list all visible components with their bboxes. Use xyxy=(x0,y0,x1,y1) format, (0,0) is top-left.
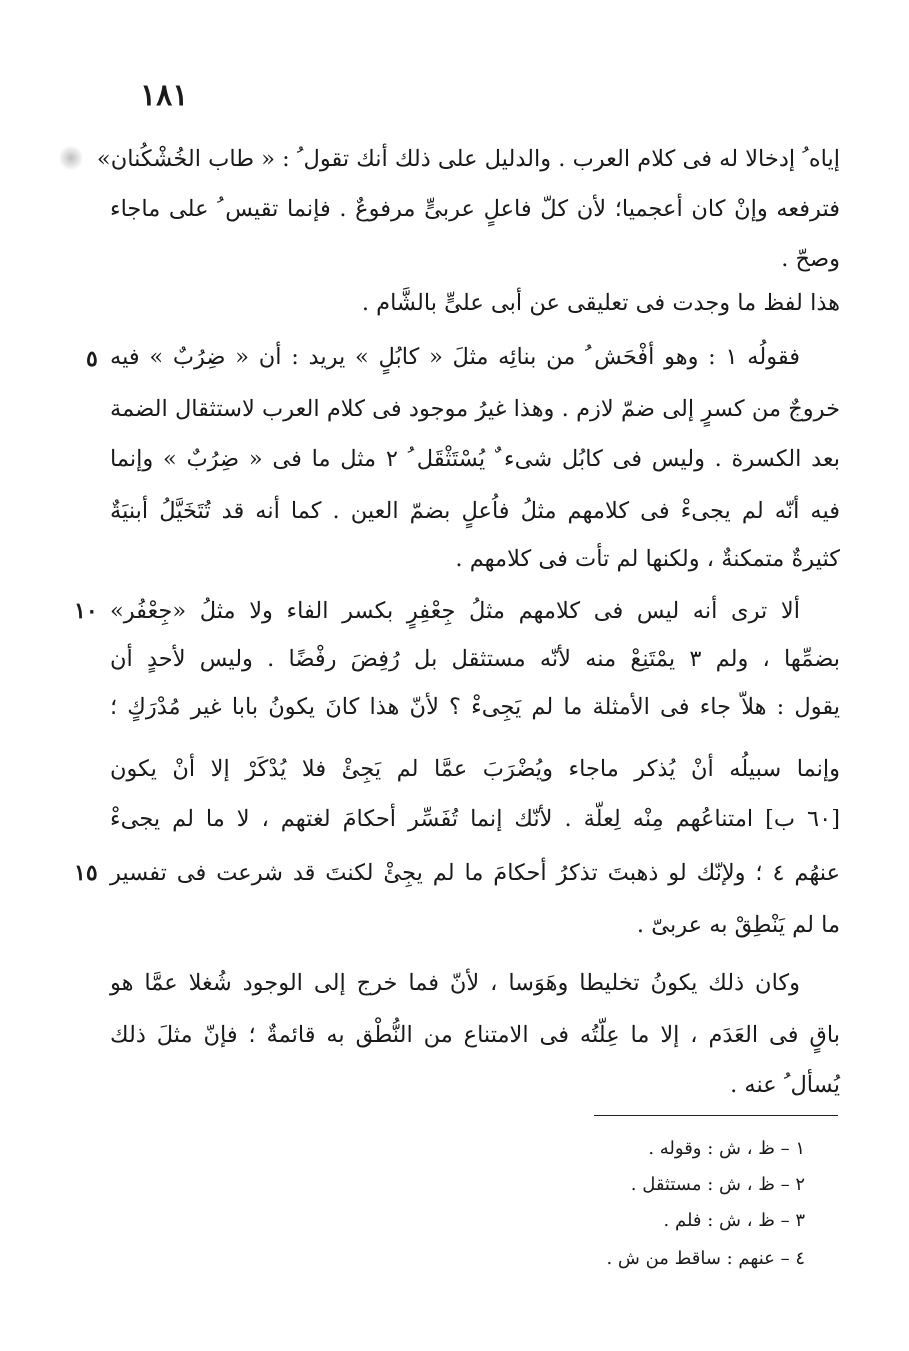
text-line: وصحّ . xyxy=(781,246,840,272)
line-number-5: ٥ xyxy=(86,346,98,372)
text-line: يقول : هلاّ جاء فى الأمثلة ما لم يَجِىءْ ؟ لأنّ هذا كانَ يكونُ بابا غير مُدْرَكٍ ؛ xyxy=(110,694,840,720)
footnote: ٣ – ظ ، ش : فلم . xyxy=(663,1210,805,1231)
footnote: ٢ – ظ ، ش : مستثقل . xyxy=(630,1174,805,1195)
text-line: كثيرةٌ متمكنةٌ ، ولكنها لم تأت فى كلامهم . xyxy=(455,546,840,572)
footnote-separator xyxy=(594,1115,838,1116)
text-line: هذا لفظ ما وجدت فى تعليقى عن أبى علىٍّ بالشَّام . xyxy=(361,290,840,316)
text-line: [٦٠ ب] امتناعُهم مِنْه لِعلّة . لأنّك إنما تُفَسِّر أحكامَ لغتهم ، لا ما لم يجىءْ xyxy=(110,806,840,832)
text-line: بضمِّها ، ولم ٣ يمْتَنِعْ منه لأنّه مستثقل بل رُفِضَ رفْضًا . وليس لأحدٍ أن xyxy=(110,646,840,672)
line-number-10: ١٠ xyxy=(74,598,98,624)
text-line: وإنما سبيلُه أنْ يُذكر ماجاء ويُضْرَبَ عمَّا لم يَجِئْ فلا يُدْكَرْ إلا أنْ يكون xyxy=(110,756,840,782)
text-line: فقولُه ١ : وهو أفْحَش ُ من بنائِه مثلَ « كابُلٍ » يريد : أن « ضِرُبٌ » فيه xyxy=(110,344,800,370)
text-line: باقٍ فى العَدَم ، إلا ما عِلّتُه فى الامتناع من النُّطْق به قائمةٌ ؛ فإنّ مثلَ ذلك xyxy=(110,1022,840,1048)
line-number-15: ١٥ xyxy=(74,860,98,886)
footnote: ١ – ظ ، ش : وقوله . xyxy=(648,1138,805,1159)
text-line: خروجٌ من كسرٍ إلى ضمّ لازم . وهذا غيرُ موجود فى كلام العرب لاستثقال الضمة xyxy=(110,396,840,422)
text-line: وكان ذلك يكونُ تخليطا وهَوَسا ، لأنّ فما خرج إلى الوجود شُغلا عمَّا هو xyxy=(110,970,800,996)
text-line: فترفعه وإنْ كان أعجميا؛ لأن كلّ فاعلٍ عربىٍّ مرفوعٌ . فإنما تقيس ُ على ماجاء xyxy=(110,196,840,222)
text-line: ما لم يَنْطِقْ به عربىّ . xyxy=(636,912,840,938)
footnote: ٤ – عنهم : ساقط من ش . xyxy=(606,1248,805,1269)
text-line: عنهُم ٤ ؛ ولإنّك لو ذهبتَ تذكرُ أحكامَ ما لم يجِئْ لكنتَ قد شرعت فى تفسير xyxy=(110,860,840,886)
page-number: ١٨١ xyxy=(140,78,189,113)
text-line: إياه ُ إدخالا له فى كلام العرب . والدليل على ذلك أنك تقول ُ : « طاب الخُشْكُنان» xyxy=(96,146,840,172)
text-line: فيه أنّه لم يجىءْ فى كلامهم مثلُ فاُعلٍ بضمّ العين . كما أنه قد تُتَخَيَّلُ أبنيَةٌ xyxy=(110,498,840,524)
margin-smudge xyxy=(60,145,82,171)
text-line: بعد الكسرة . وليس فى كابُل شىء ٌ يُسْتَثْقَل ُ ٢ مثل ما فى « ضِرُبٌ » وإنما xyxy=(110,446,840,472)
text-line: ألا ترى أنه ليس فى كلامهم مثلُ جِعْفِرٍ بكسر الفاء ولا مثلُ «جِعْفُر» xyxy=(110,598,800,624)
text-line: يُسأل ُ عنه . xyxy=(730,1072,840,1098)
